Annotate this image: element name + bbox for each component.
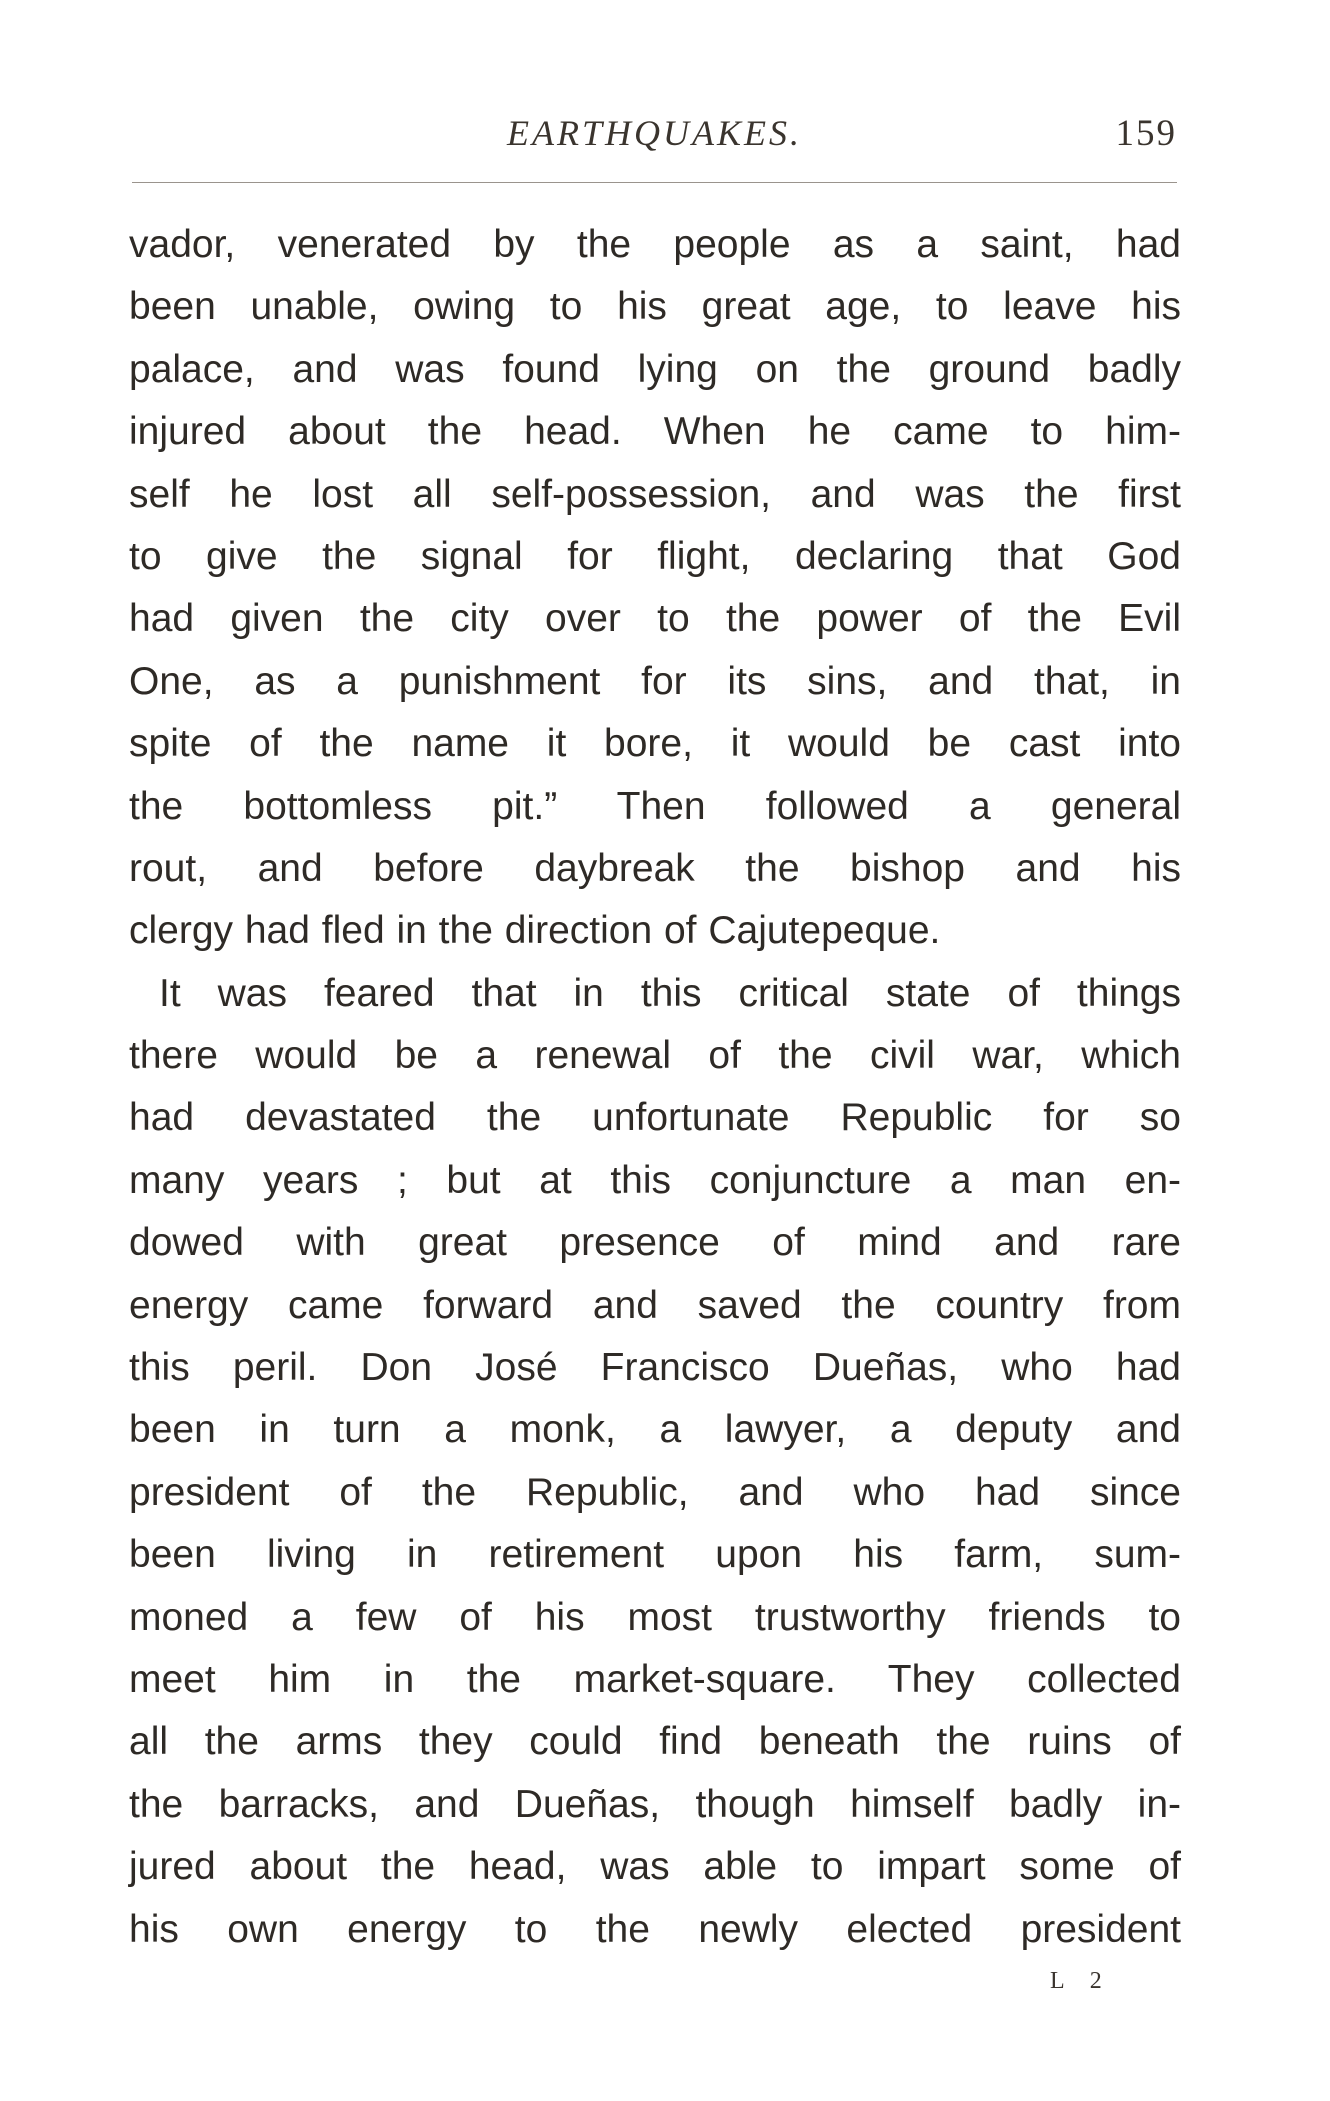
text-line: It was feared that in this critical state of things: [159, 971, 1181, 1015]
text-line: many years ; but at this conjuncture a man en-: [129, 1158, 1181, 1202]
text-line: this peril. Don José Francisco Dueñas, who had: [129, 1346, 1181, 1390]
text-line: the bottomless pit.” Then followed a general: [129, 784, 1181, 828]
page-number: 159: [1115, 113, 1177, 154]
text-line: rout, and before daybreak the bishop and his: [129, 846, 1181, 890]
text-line: to give the signal for flight, declaring that God: [129, 534, 1181, 578]
text-line: been unable, owing to his great age, to leave his: [129, 285, 1181, 329]
text-line: had given the city over to the power of the Evil: [129, 597, 1181, 641]
text-line: energy came forward and saved the country from: [129, 1283, 1181, 1327]
text-line: One, as a punishment for its sins, and that, in: [129, 659, 1181, 703]
text-line: injured about the head. When he came to him-: [129, 410, 1181, 454]
text-line: the barracks, and Dueñas, though himself badly in-: [129, 1782, 1181, 1826]
text-line: vador, venerated by the people as a saint, had: [129, 223, 1181, 266]
running-title: EARTHQUAKES.: [507, 113, 802, 153]
text-line: dowed with great presence of mind and rare: [129, 1221, 1181, 1265]
text-line: president of the Republic, and who had since: [129, 1470, 1181, 1514]
text-line: spite of the name it bore, it would be cast into: [129, 722, 1181, 766]
text-line: moned a few of his most trustworthy friends to: [129, 1595, 1181, 1639]
text-line: there would be a renewal of the civil war, which: [129, 1034, 1181, 1078]
text-line: had devastated the unfortunate Republic for so: [129, 1096, 1181, 1140]
header-rule: [132, 182, 1177, 183]
text-line: his own energy to the newly elected president: [129, 1907, 1181, 1951]
text-line: been in turn a monk, a lawyer, a deputy and: [129, 1408, 1181, 1452]
text-line: palace, and was found lying on the ground badly: [129, 347, 1181, 391]
paragraph-1: [129, 214, 1181, 963]
paragraph-2: [129, 963, 1181, 1961]
text-line: self he lost all self-possession, and was the first: [129, 472, 1181, 516]
text-line: meet him in the market-square. They collected: [129, 1657, 1181, 1701]
text-line: jured about the head, was able to impart some of: [129, 1845, 1181, 1889]
running-head: [132, 112, 1177, 162]
text-line: been living in retirement upon his farm, sum-: [129, 1533, 1181, 1577]
text-line: all the arms they could find beneath the ruins of: [129, 1720, 1181, 1764]
body-text: [129, 214, 1181, 1961]
text-line: clergy had fled in the direction of Cajutepeque.: [129, 909, 941, 953]
signature-mark: L 2: [1050, 1968, 1112, 1994]
